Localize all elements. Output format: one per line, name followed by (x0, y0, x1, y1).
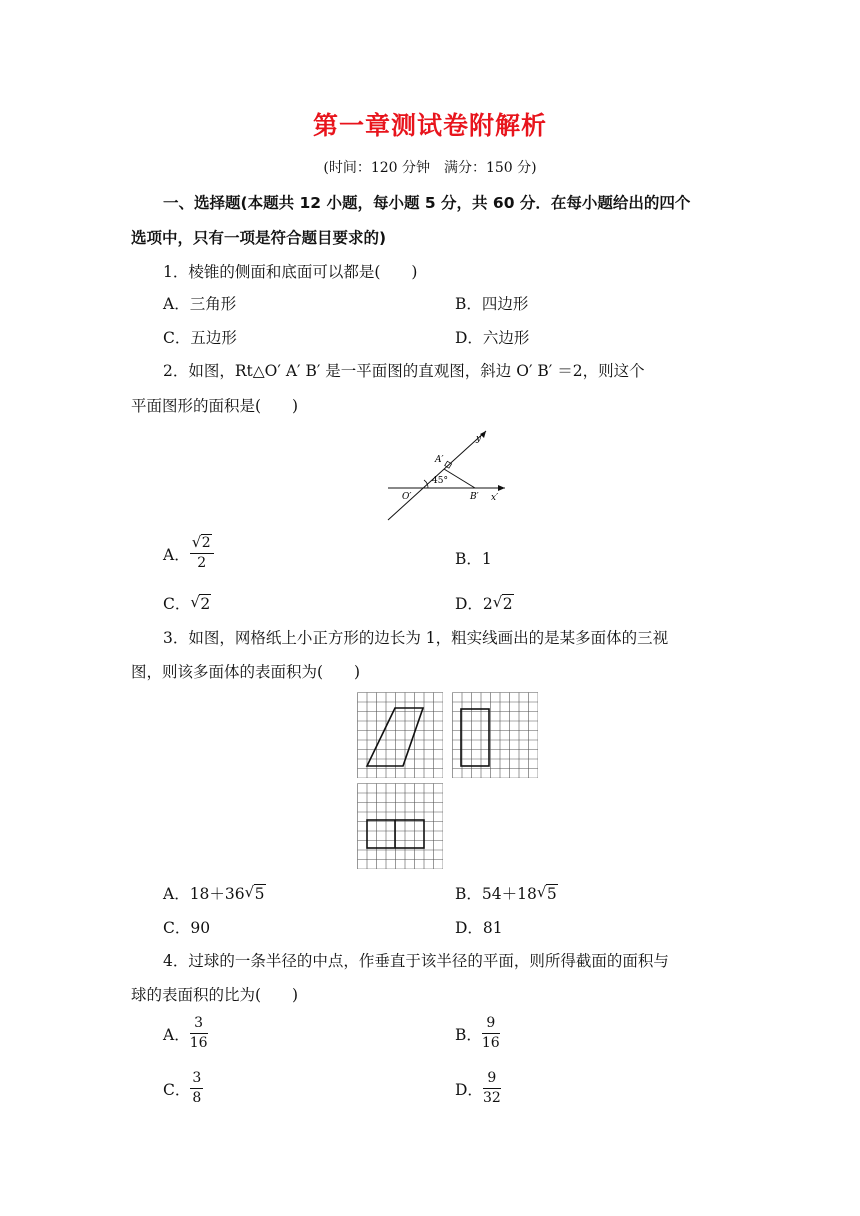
side-view-rectangle (461, 709, 489, 766)
front-view-grid (357, 692, 443, 778)
side-view-grid (452, 692, 538, 778)
q1-option-c: C．五边形 (163, 329, 237, 347)
label-point-b: B′ (470, 492, 479, 502)
q4-option-d-prefix: D． (455, 1080, 483, 1099)
page-title: 第一章测试卷附解析 (312, 111, 547, 140)
q3-option-c: C．90 (163, 919, 211, 937)
q4-option-b (455, 1016, 500, 1052)
q1-option-d: D．六边形 (455, 329, 530, 347)
segment-a-b (444, 469, 475, 488)
q2-option-c-prefix: C． (163, 595, 191, 613)
front-view-gridlines (358, 693, 444, 779)
x-axis-arrow (498, 485, 505, 491)
q2-option-c-radicand: 2 (200, 595, 211, 613)
question-1-text: 1．棱锥的侧面和底面可以都是( ) (163, 263, 418, 281)
oblique-projection-figure (380, 420, 520, 526)
q3-option-b-prefix: B．54＋18 (455, 885, 537, 903)
q3-option-d: D．81 (455, 919, 503, 937)
top-view-gridlines (358, 784, 444, 870)
label-x-axis: x′ (491, 493, 499, 503)
question-3-line2: 图，则该多面体的表面积为( ) (131, 663, 361, 681)
q2-option-a-numerator: 2 (201, 535, 211, 551)
q4-option-d-denominator: 32 (482, 1090, 501, 1107)
q2-option-a (163, 533, 214, 572)
question-2-line2: 平面图形的面积是( ) (131, 397, 299, 415)
q4-option-c (163, 1071, 203, 1107)
q2-option-b: B．1 (455, 550, 492, 568)
exam-info: (时间：120 分钟 满分：150 分) (323, 160, 537, 176)
q4-option-a-numerator: 3 (190, 1016, 208, 1034)
q4-option-d-numerator: 9 (483, 1071, 501, 1089)
q4-option-b-numerator: 9 (482, 1016, 500, 1034)
q2-option-d: D．2 √ 2 (455, 593, 513, 613)
top-view-grid (357, 783, 443, 869)
q4-option-b-denominator: 16 (481, 1035, 500, 1052)
q4-option-a-denominator: 16 (189, 1035, 208, 1052)
label-y-axis: y′ (476, 434, 484, 444)
q4-option-c-denominator: 8 (192, 1090, 202, 1107)
q3-option-b-radicand: 5 (546, 885, 557, 903)
q1-option-b: B．四边形 (455, 295, 529, 313)
q4-option-c-numerator: 3 (190, 1071, 203, 1089)
q2-option-a-fraction: √ 2 2 (190, 536, 214, 572)
side-view-gridlines (453, 693, 539, 779)
q2-option-a-prefix: A． (163, 545, 190, 564)
q4-option-d (455, 1071, 501, 1107)
label-point-a: A′ (435, 455, 444, 465)
section-heading-line1: 一、选择题(本题共 12 小题，每小题 5 分，共 60 分．在每小题给出的四个 (163, 194, 691, 212)
section-heading-line2: 选项中，只有一项是符合题目要求的) (131, 229, 387, 247)
q4-option-b-prefix: B． (455, 1025, 482, 1044)
question-2-line1: 2．如图，Rt△O′ A′ B′ 是一平面图的直观图，斜边 O′ B′ ＝2，则这个 (163, 362, 645, 380)
q4-option-c-prefix: C． (163, 1080, 191, 1099)
q3-option-a-prefix: A．18＋36 (163, 885, 245, 903)
q2-option-d-prefix: D．2 (455, 595, 493, 613)
question-4-line1: 4．过球的一条半径的中点，作垂直于该半径的平面，则所得截面的面积与 (163, 952, 669, 970)
q3-option-b: B．54＋18 √ 5 (455, 883, 557, 903)
q2-option-a-denominator: 2 (197, 555, 207, 572)
q2-option-c: C． √ 2 (163, 593, 211, 613)
question-4-line2: 球的表面积的比为( ) (131, 986, 299, 1004)
q3-option-a-radicand: 5 (254, 885, 265, 903)
q1-option-a: A．三角形 (163, 295, 237, 313)
question-3-line1: 3．如图，网格纸上小正方形的边长为 1，粗实线画出的是某多面体的三视 (163, 629, 669, 647)
q4-option-a-prefix: A． (163, 1025, 190, 1044)
q3-option-a: A．18＋36 √ 5 (163, 883, 265, 903)
label-angle: 45° (432, 476, 448, 486)
label-point-o: O′ (402, 492, 412, 502)
q4-option-a (163, 1016, 208, 1052)
q2-option-d-radicand: 2 (502, 595, 513, 613)
